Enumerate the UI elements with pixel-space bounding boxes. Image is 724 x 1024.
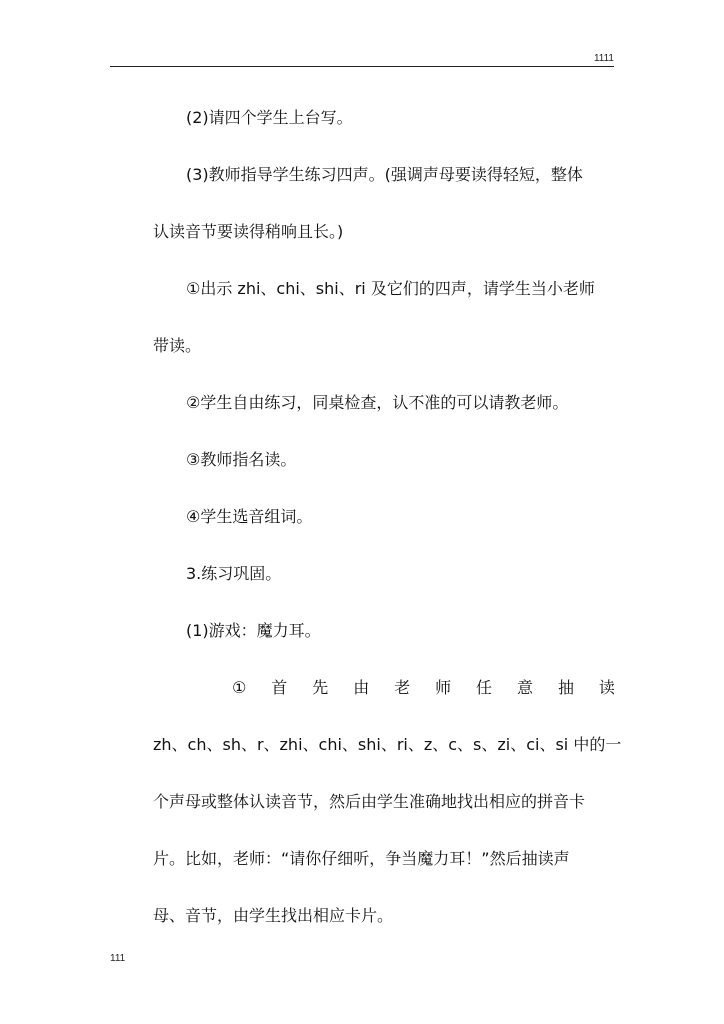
justified-char: 老 [394,678,411,697]
justified-char: ① [232,678,247,697]
body-line-1: (2)请四个学生上台写。 [186,108,353,127]
justified-char: 任 [476,678,493,697]
body-line-15: 母、音节，由学生找出相应卡片。 [153,906,394,925]
body-line-8: ④学生选音组词。 [186,507,313,526]
justified-char: 意 [517,678,534,697]
body-line-5: 带读。 [153,336,202,355]
body-line-14: 片。比如，老师：“请你仔细听，争当魔力耳！”然后抽读声 [153,849,570,868]
body-line-10: (1)游戏：魔力耳。 [186,621,321,640]
body-line-12: zh、ch、sh、r、zhi、chi、shi、ri、z、c、s、zi、ci、si 中的一 [153,735,622,754]
body-line-3: 认读音节要读得稍响且长。) [153,222,344,241]
body-line-13: 个声母或整体认读音节，然后由学生准确地找出相应的拼音卡 [153,792,586,811]
justified-char: 首 [271,678,288,697]
body-line-4: ①出示 zhi、chi、shi、ri 及它们的四声，请学生当小老师 [186,279,595,298]
body-line-11-justified [232,677,615,699]
body-line-9: 3.练习巩固。 [186,564,282,583]
justified-char: 读 [598,678,615,697]
body-line-7: ③教师指名读。 [186,450,297,469]
footer-page-number: 111 [110,953,126,964]
justified-char: 师 [435,678,452,697]
justified-char: 由 [353,678,370,697]
body-line-2: (3)教师指导学生练习四声。(强调声母要读得轻短，整体 [186,165,583,184]
body-line-6: ②学生自由练习，同桌检查，认不准的可以请教老师。 [186,393,569,412]
justified-char: 先 [312,678,329,697]
header-rule [110,66,614,67]
header-page-number: 1111 [593,53,614,64]
justified-char: 抽 [557,678,574,697]
